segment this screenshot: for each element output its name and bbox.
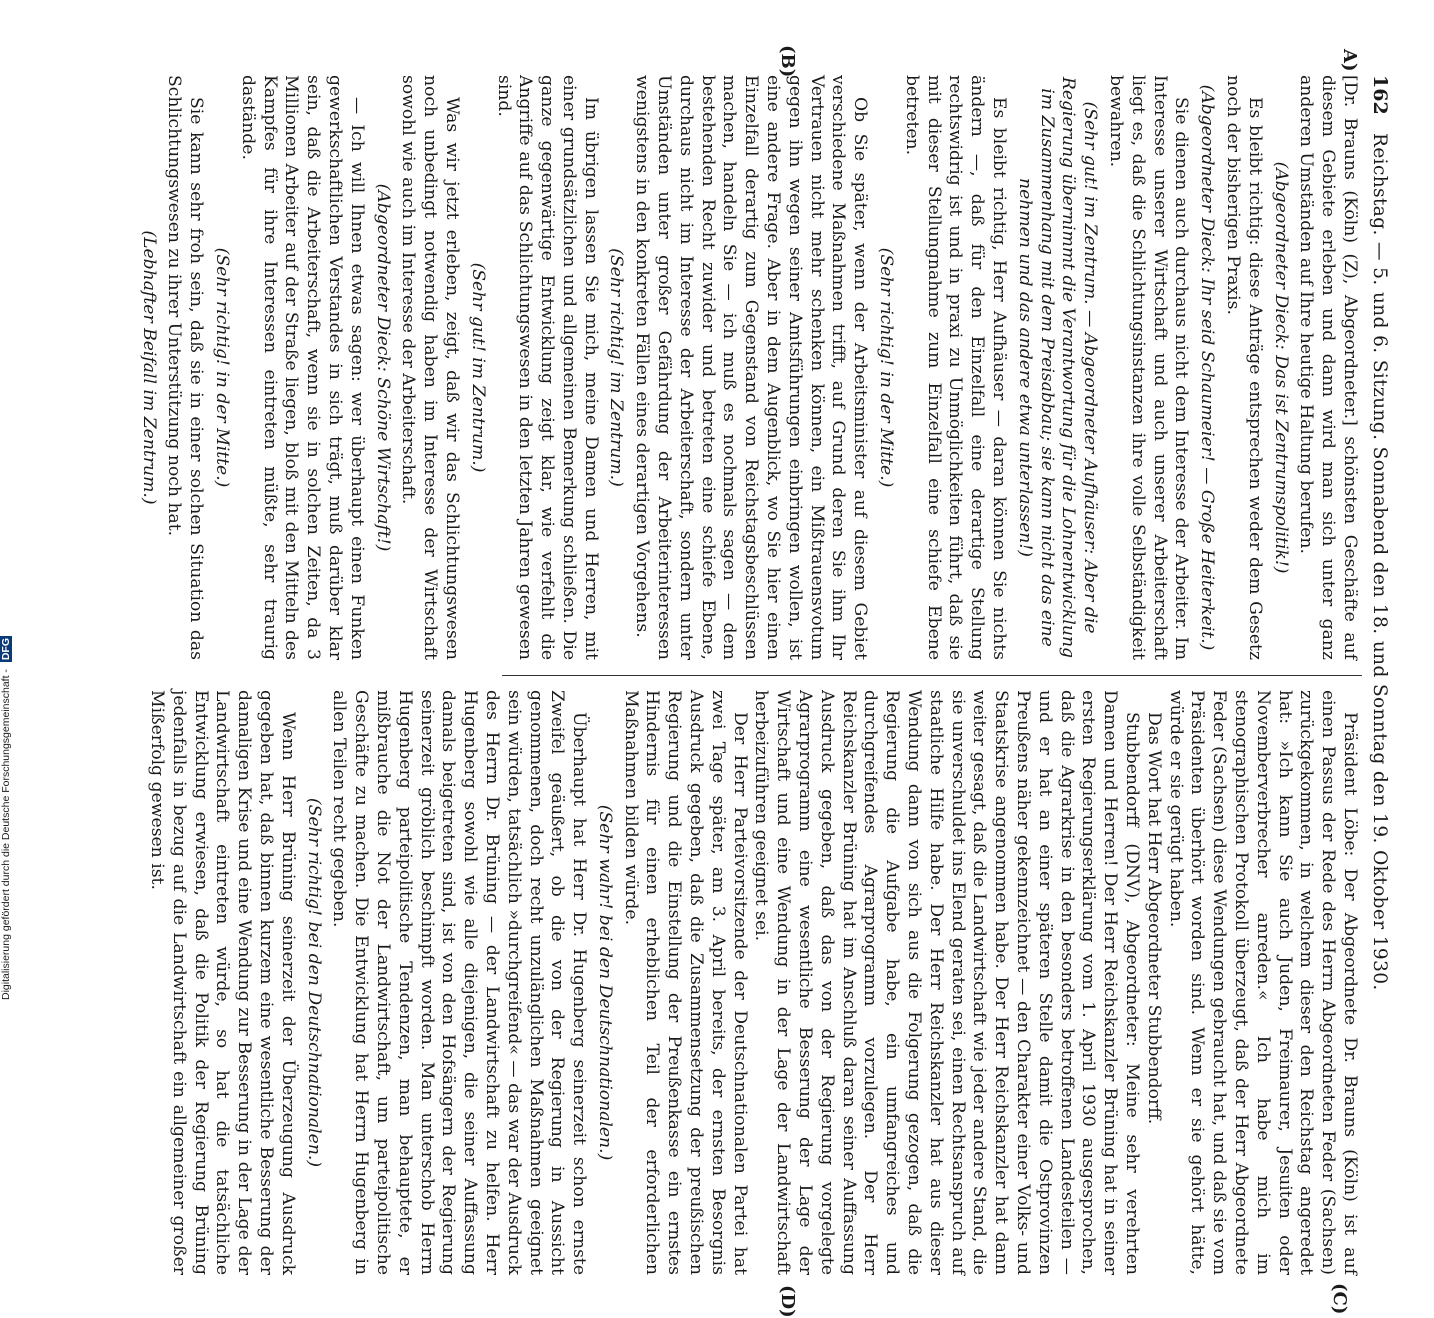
paragraph: Der Herr Parteivorsitzende der Deutschnationalen Partei hat zwei Tage später, am 3. April bereits, der ernsten Besorgnis Ausdruck gegeben, daß die Zusammensetzung der preußischen Regierung und die Einstellung der Preußenkasse ein ernstes Hindernis für einen erheblichen Teil der erforderlichen Maßnahmen bilden würde. [620,690,750,1275]
interjection: (Sehr wahr! bei den Deutschnationalen.) [594,804,615,1161]
margin-marker-a: A) [1339,49,1360,72]
paragraph: Überhaupt hat Herr Dr. Hugenberg seinerzeit schon ernste Zweifel geäußert, ob die von der Regierung in Aussicht genommenen, doch recht unzulänglichen Maßnahmen geeignet sein würden, tatsächlich »durchgreifend« — das war der Ausdruck des Herrn Dr. Brüning — der Landwirtschaft zu helfen. Herr Hugenberg sowohl wie alle diejenigen, die seiner Auffassung damals beigetreten sind, ist von den Hofsängern der Regierung seinerzeit gröblich beschimpft worden. Man unterschob Herrn Hugenberg parteipolitische Tendenzen, man behauptete, er mißbrauche die Not der Landwirtschaft, um parteipolitische Geschäfte zu machen. Die Entwicklung hat Herrn Hugenberg in allen Teilen recht gegeben. [329,690,590,1275]
margin-marker-c: (C) [1329,1283,1350,1315]
column-divider [502,675,1362,676]
interjection: (Abgeordneter Dieck: Schöne Wirtschaft!) [372,183,393,552]
digitization-credit [0,0,14,1000]
interjection: (Sehr richtig! in der Mitte.) [876,247,897,488]
document-page [130,45,1391,1318]
interjection: (Sehr richtig! im Zentrum.) [606,248,627,487]
interjection: (Abgeordneter Dieck: Ihr seid Schaumeier! — Große Heiterkeit.) [1197,84,1218,651]
interjection: (Lebhafter Beifall im Zentrum.) [138,230,159,505]
paragraph: Es bleibt richtig, Herr Aufhäuser — daran können Sie nichts ändern —, daß für den Einzelfall eine derartige Stellung rechtswidrig ist und in praxi zu Unmöglichkeiten führt, daß sie mit dieser Stellungnahme zum Einzelfall eine schiefe Ebene betreten. [901,75,1010,660]
margin-marker-d: (D) [777,1285,798,1318]
paragraph: — Ich will Ihnen etwas sagen: wer überhaupt einen Funken gewerkschaftlichen Verstandes in sich trägt, muß darüber klar sein, daß die Arbeiterschaft, wenn sie in solchen Zeiten, da 3 Millionen Arbeiter auf der Straße liegen, bloß mit den Mitteln des Kampfes für ihre Interessen eintreten müßte, sehr traurig dastände. [237,75,367,660]
right-column [145,690,1360,1275]
paragraph: [Dr. Brauns (Köln) (Z), Abgeordneter.] schönsten Geschäfte auf diesem Gebiete erleben und dann wird man sich unter ganz anderen Umständen auf Ihre heutige Haltung berufen. [1296,75,1360,660]
interjection: (Abgeordneter Dieck: Das ist Zentrumspolitik!) [1270,161,1291,574]
page-header [1364,75,1390,995]
paragraph: Stubbendorff (DNV), Abgeordneter: Meine sehr verehrten Damen und Herren! Der Herr Reichskanzler Brüning hat in seiner ersten Regierungserklärung vom 1. April 1930 ausgesprochen, daß die Agrarkrise in den besonders betroffenen Landesteilen — und er hat an einer späteren Stelle damit die Ostprovinzen Preußens näher gekennzeichnet — den Charakter einer Volks- und Staatskrise angenommen habe. Der Herr Reichskanzler hat dann weiter gesagt, daß die Landwirtschaft wie jeder andere Stand, die sie unverschuldet ins Elend geraten sei, einen Rechtsanspruch auf staatliche Hilfe habe. Der Herr Reichskanzler hat aus dieser Wendung dann von sich aus die Folgerung gezogen, daß die Regierung die Aufgabe habe, ein umfangreiches und durchgreifendes Agrarprogramm vorzulegen. Der Herr Reichskanzler Brüning hat im Anschluß daran seiner Auffassung Ausdruck gegeben, daß das von der Regierung vorgelegte Agrarprogramm eine wesentliche Besserung der Lage der Wirtschaft und eine Wendung in der Lage der Landwirtschaft herbeizuführen geeignet sei. [751,690,1143,1275]
interjection: (Sehr gut! im Zentrum. — Abgeordneter Aufhäuser: Aber die Regierung übernimmt die Verantwortung für die Lohnentwicklung im Zusammenhang mit dem Preisabbau; sie kann nicht das eine nehmen und das andere etwa unterlassen!) [1014,76,1101,659]
paragraph: Das Wort hat Herr Abgeordneter Stubbendorff. [1143,712,1164,1125]
paragraph: Sie dienen auch durchaus nicht dem Interesse der Arbeiter. Im Interesse unserer Wirtschaft und auch unserer Arbeiterschaft liegt es, daß die Schlichtungsinstanzen ihre volle Selbständigkeit bewahren. [1106,75,1192,660]
paragraph: Es bleibt richtig: diese Anträge entsprechen weder dem Gesetz noch der bisherigen Praxis. [1223,75,1265,660]
left-column [133,75,1360,660]
paragraph: Im übrigen lassen Sie mich, meine Damen und Herren, mit einer grundsätzlichen und allgemeinen Bemerkung schließen. Die ganze gegenwärtige Entwicklung zeigt klar, wie verfehlt die Angriffe auf das Schlichtungswesen in den letzten Jahren gewesen sind. [493,75,601,660]
dfg-logo: DFG [0,637,12,661]
paragraph: Wenn Herr Brüning seinerzeit der Überzeugung Ausdruck gegeben hat, daß binnen kurzem eine wesentliche Besserung der damaligen Krise und eine Wendung zur Besserung in der Lage der Landwirtschaft eintreten würde, so hat die tatsächliche Entwicklung erwiesen, daß die Politik der Regierung Brüning jedenfalls in bezug auf die Landwirtschaft ein allgemeiner großer Mißerfolg gewesen ist. [146,690,298,1275]
running-title: Reichstag. — 5. und 6. Sitzung. Sonnabend den 18. und Sonntag den 19. Oktober 1930. [1369,133,1390,991]
interjection: (Sehr gut! im Zentrum.) [467,262,488,473]
margin-marker-b: (B) [777,45,798,78]
paragraph: Ob Sie später, wenn der Arbeitsminister auf diesem Gebiet verschiedene Maßnahmen trifft, auf Grund deren Sie ihm Ihr Vertrauen nicht mehr schenken können, ein Mißtrauensvotum gegen ihn wegen seiner Amtsführungen einbringen wollen, ist eine andere Frage. Aber in dem Augenblick, wo Sie hier einen Einzelfall derartig zum Gegenstand von Reichstagsbeschlüssen machen, handeln Sie — ich muß es nochmals sagen — dem bestehenden Recht zuwider und betreten eine schiefe Ebene, durchaus nicht im Interesse der Arbeiterschaft, sondern unter Umständen unter großer Gefährdung der Arbeiterinteressen wenigstens in den konkreten Fällen eines derartigen Vorgehens. [632,75,871,660]
interjection: (Sehr richtig! in der Mitte.) [211,247,232,488]
page-number: 162 [1369,75,1391,115]
paragraph: Sie kann sehr froh sein, daß sie in einer solchen Situation das Schlichtungswesen zu ihrer Unterstützung noch hat. [164,75,207,660]
interjection: (Sehr richtig! bei den Deutschnationalen.) [303,797,324,1168]
paragraph: Was wir jetzt erleben, zeigt, daß wir das Schlichtungswesen noch unbedingt notwendig haben im Interesse der Wirtschaft sowohl wie auch im Interesse der Arbeiterschaft. [398,75,462,660]
paragraph: Präsident Löbe: Der Abgeordnete Dr. Brauns (Köln) ist auf einen Passus der Rede des Herrn Abgeordneten Feder (Sachsen) zurückgekommen, in welchem dieser den Reichstag angeredet hat: »Ich kann Sie auch Juden, Freimaurer, Jesuiten oder Novemberverbrecher anreden.« Ich habe mich im stenographischen Protokoll überzeugt, daß der Herr Abgeordnete Feder (Sachsen) diese Wendungen gebraucht hat, und daß sie vom Präsidenten überhört worden sind. Wenn er sie gehört hätte, würde er sie gerügt haben. [1165,690,1360,1275]
credit-text: Digitalisierung gefördert durch die Deutsche Forschungsgemeinschaft - [0,669,12,1000]
